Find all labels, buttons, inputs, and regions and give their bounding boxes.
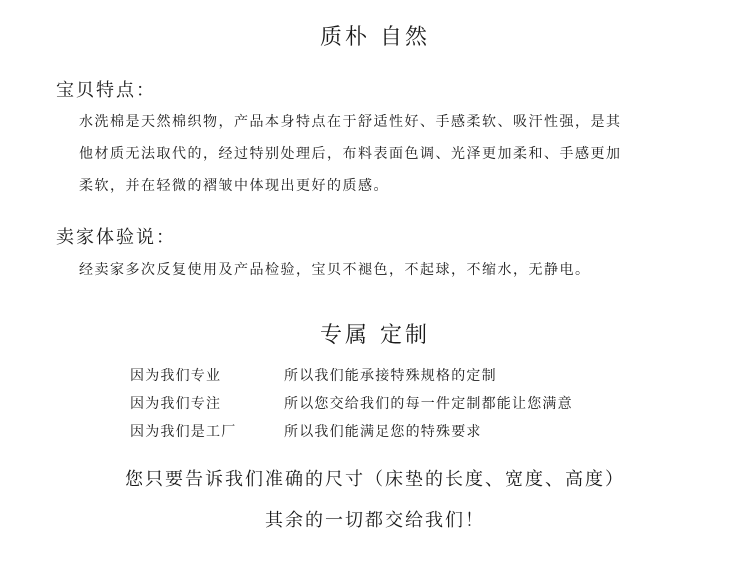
reason-left: 因为我们专业 (130, 368, 222, 384)
reason-row (0, 393, 750, 413)
reason-right: 所以我们能承接特殊规格的定制 (284, 368, 497, 384)
features-heading: 宝贝特点： (56, 80, 156, 101)
reason-right: 所以我们能满足您的特殊要求 (284, 424, 482, 440)
features-paragraph (79, 106, 709, 202)
reason-row (0, 365, 750, 385)
closing-line-1: 您只要告诉我们准确的尺寸（床垫的长度、宽度、高度） (125, 469, 625, 490)
features-line: 他材质无法取代的，经过特别处理后，布料表面色调、光泽更加柔和、手感更加 (79, 146, 622, 162)
page-title: 质朴 自然 (320, 25, 430, 50)
reason-left: 因为我们是工厂 (130, 424, 237, 440)
reason-right: 所以您交给我们的每一件定制都能让您满意 (284, 396, 573, 412)
custom-title: 专属 定制 (320, 323, 430, 348)
experience-heading: 卖家体验说： (56, 227, 176, 248)
features-line: 水洗棉是天然棉织物，产品本身特点在于舒适性好、手感柔软、吸汗性强，是其 (79, 114, 622, 130)
closing-line-2: 其余的一切都交给我们！ (265, 510, 485, 531)
features-line: 柔软，并在轻微的褶皱中体现出更好的质感。 (79, 178, 389, 194)
reason-left: 因为我们专注 (130, 396, 222, 412)
reason-row (0, 421, 750, 441)
experience-text: 经卖家多次反复使用及产品检验，宝贝不褪色，不起球，不缩水，无静电。 (79, 262, 591, 278)
